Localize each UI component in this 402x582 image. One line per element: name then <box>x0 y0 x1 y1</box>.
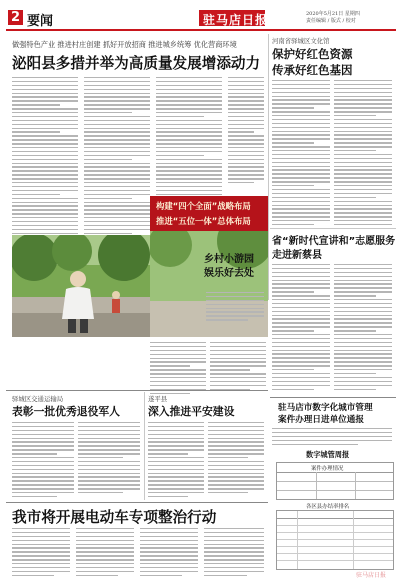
ranking-table <box>276 510 394 570</box>
ranking-row-rule-4 <box>277 539 393 540</box>
bottom-right-body <box>272 428 392 447</box>
photo-area-body-col-2 <box>210 342 266 393</box>
lead-body-col-4 <box>228 77 264 186</box>
masthead-rule <box>6 29 396 31</box>
right-mid-body-col-1 <box>272 264 330 392</box>
footer-rule <box>6 502 268 503</box>
table-title: 数字城管周报 <box>306 450 350 459</box>
case-table-row-rule-1 <box>277 472 393 473</box>
ranking-row-rule-2 <box>277 525 393 526</box>
right-top-headline-line-1: 保护好红色资源 <box>272 47 353 61</box>
ranking-row-rule-5 <box>277 546 393 547</box>
ranking-row-rule-7 <box>277 560 393 561</box>
slogan-banner <box>150 196 268 231</box>
bottom-right-headline-line-1: 驻马店市数字化城市管理 <box>278 403 373 413</box>
ranking-table-header: 各区县办结率排名 <box>306 504 350 510</box>
ranking-col-rule-1 <box>297 511 298 569</box>
date-line: 2020年5月21日 星期四 <box>306 11 360 17</box>
right-top-headline-line-2: 传承好红色基因 <box>272 63 353 77</box>
right-mid-rule <box>270 228 396 229</box>
section-name: 要闻 <box>27 14 54 29</box>
right-top-kicker: 河南省驿城区文化馆 <box>272 37 330 45</box>
lead-body-col-3 <box>156 77 222 202</box>
bottom-mid-body-col-2 <box>208 422 264 496</box>
column-divider <box>268 34 269 300</box>
banner-line-1: 构建“四个全面”战略布局 <box>156 201 251 211</box>
right-lower-rule <box>270 397 396 398</box>
lower-section-rule <box>6 390 268 391</box>
page-number: 2 <box>11 10 21 25</box>
case-table-col-rule-2 <box>355 472 356 499</box>
editor-line: 责任编辑 / 版式 / 校对 <box>306 18 356 24</box>
case-table-col-rule-1 <box>316 472 317 499</box>
footer-body-col-1 <box>12 528 70 579</box>
bottom-left-kicker: 驿城区交通运输局 <box>12 395 64 403</box>
case-table-header: 案件办理情况 <box>311 466 344 472</box>
right-mid-body-col-2 <box>334 264 392 392</box>
right-mid-headline-line-2: 走进新蔡县 <box>272 250 322 261</box>
lead-photo <box>12 235 150 337</box>
footer-headline: 我市将开展电动车专项整治行动 <box>12 509 217 526</box>
watermark-logo: 驻马店日报 <box>356 572 387 579</box>
photo-caption-line-1: 乡村小游园 <box>204 254 254 265</box>
bottom-mid-body-col-1 <box>148 422 204 500</box>
lead-body-col-2 <box>84 77 150 237</box>
photo-area-body-col-1 <box>150 342 206 396</box>
ranking-row-rule-3 <box>277 532 393 533</box>
bottom-col-divider <box>144 392 145 500</box>
paper-name: 驻马店日报 <box>203 13 269 27</box>
right-top-body-col-1 <box>272 80 330 228</box>
right-mid-headline-line-1: 省“新时代宣讲和”志愿服务 <box>272 236 396 247</box>
bottom-left-body-col-1 <box>12 422 74 500</box>
bottom-left-headline: 表彰一批优秀退役军人 <box>12 405 120 418</box>
ranking-row-rule-6 <box>277 553 393 554</box>
photo-caption-body <box>206 292 264 323</box>
bottom-mid-headline: 深入推进平安建设 <box>148 405 235 418</box>
footer-body-col-3 <box>140 528 198 579</box>
lead-subhead: 做强特色产业 推进村庄创建 抓好开放招商 推进城乡统筹 优化营商环境 <box>12 40 237 49</box>
case-table-row-rule-3 <box>277 490 393 491</box>
bottom-mid-kicker: 遂平县 <box>148 395 168 403</box>
bottom-right-headline-line-2: 案件办理日进单位通报 <box>278 415 364 425</box>
banner-line-2: 推进“五位一体”总体布局 <box>156 216 251 226</box>
footer-body-col-2 <box>76 528 134 579</box>
lead-headline: 泌阳县多措并举为高质量发展增添动力 <box>12 55 261 72</box>
ranking-row-rule-1 <box>277 518 393 519</box>
photo-caption-line-2: 娱乐好去处 <box>204 268 254 279</box>
right-top-body-col-2 <box>334 80 392 232</box>
case-table <box>276 462 394 500</box>
case-table-row-rule-2 <box>277 481 393 482</box>
ranking-col-rule-2 <box>353 511 354 569</box>
bottom-left-body-col-2 <box>78 422 140 496</box>
footer-body-col-4 <box>204 528 264 579</box>
